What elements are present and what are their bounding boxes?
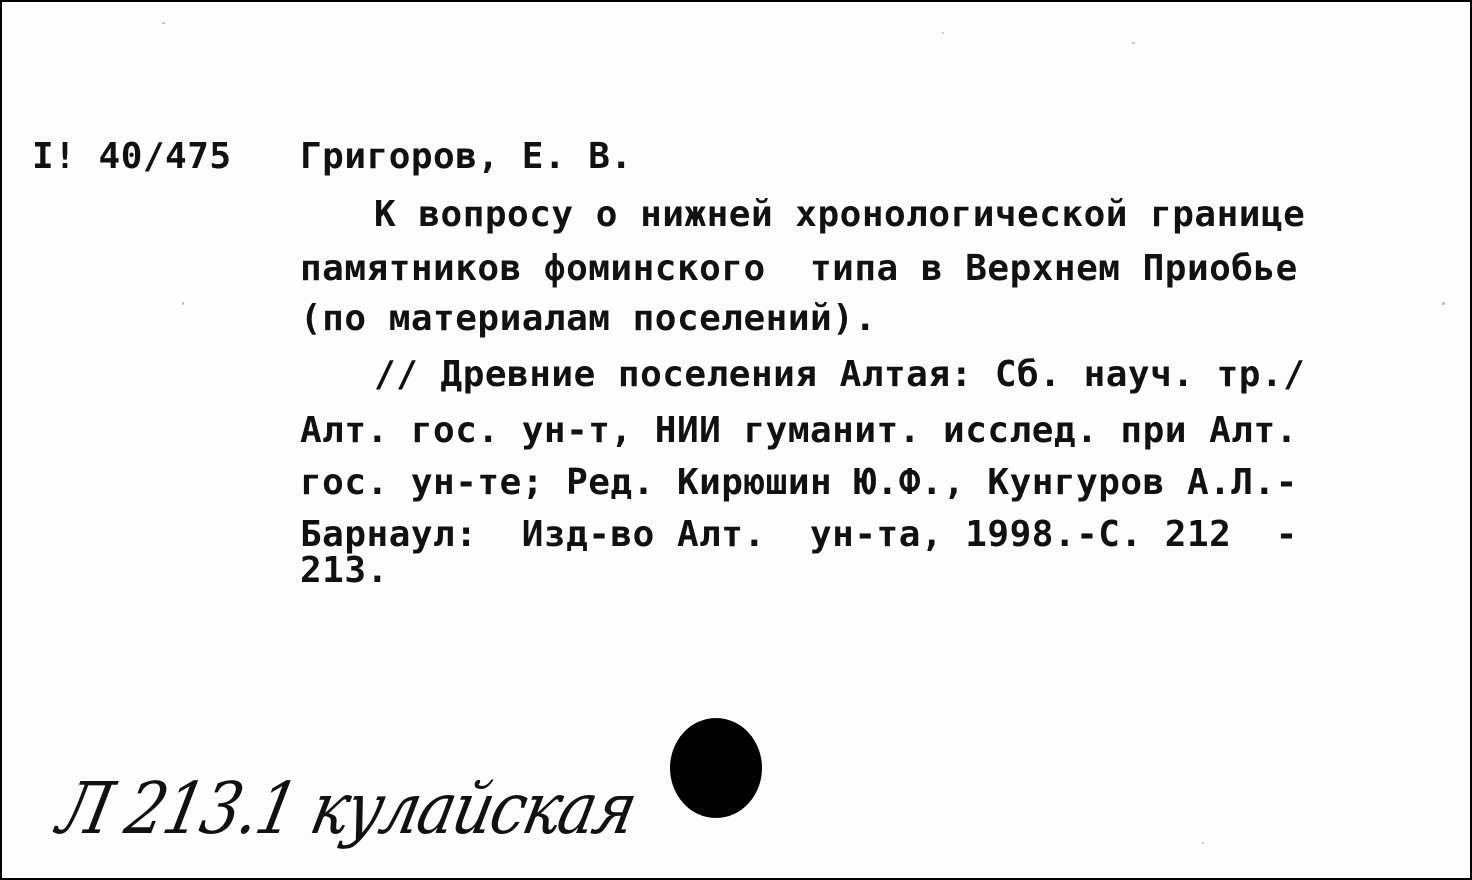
scan-noise	[1132, 42, 1135, 44]
shelfmark: I! 40/475	[32, 136, 232, 177]
title-line-3: (по материалам поселений).	[300, 298, 877, 339]
source-line-2: Алт. гос. ун-т, НИИ гуманит. исслед. при Алт.	[300, 410, 1298, 451]
author-name: Григоров, Е. В.	[300, 136, 633, 177]
handwritten-classification-note: Л 213.1 кулайская	[51, 766, 643, 851]
title-line-1: К вопросу о нижней хронологической границе	[374, 194, 1306, 235]
scan-noise	[182, 302, 184, 305]
source-line-5: 213.	[300, 550, 389, 591]
scan-noise	[1442, 302, 1445, 305]
source-line-4: Барнаул: Изд-во Алт. ун-та, 1998.-С. 212 -	[300, 514, 1298, 555]
scan-noise	[1202, 842, 1204, 844]
scan-noise	[162, 22, 165, 24]
source-line-1: // Древние поселения Алтая: Сб. науч. тр./	[374, 354, 1306, 395]
source-line-3: гос. ун-те; Ред. Кирюшин Ю.Ф., Кунгуров А.Л.-	[300, 462, 1298, 503]
scan-noise	[942, 32, 944, 34]
punch-hole	[670, 718, 762, 818]
title-line-2: памятников фоминского типа в Верхнем Приобье	[300, 248, 1298, 289]
